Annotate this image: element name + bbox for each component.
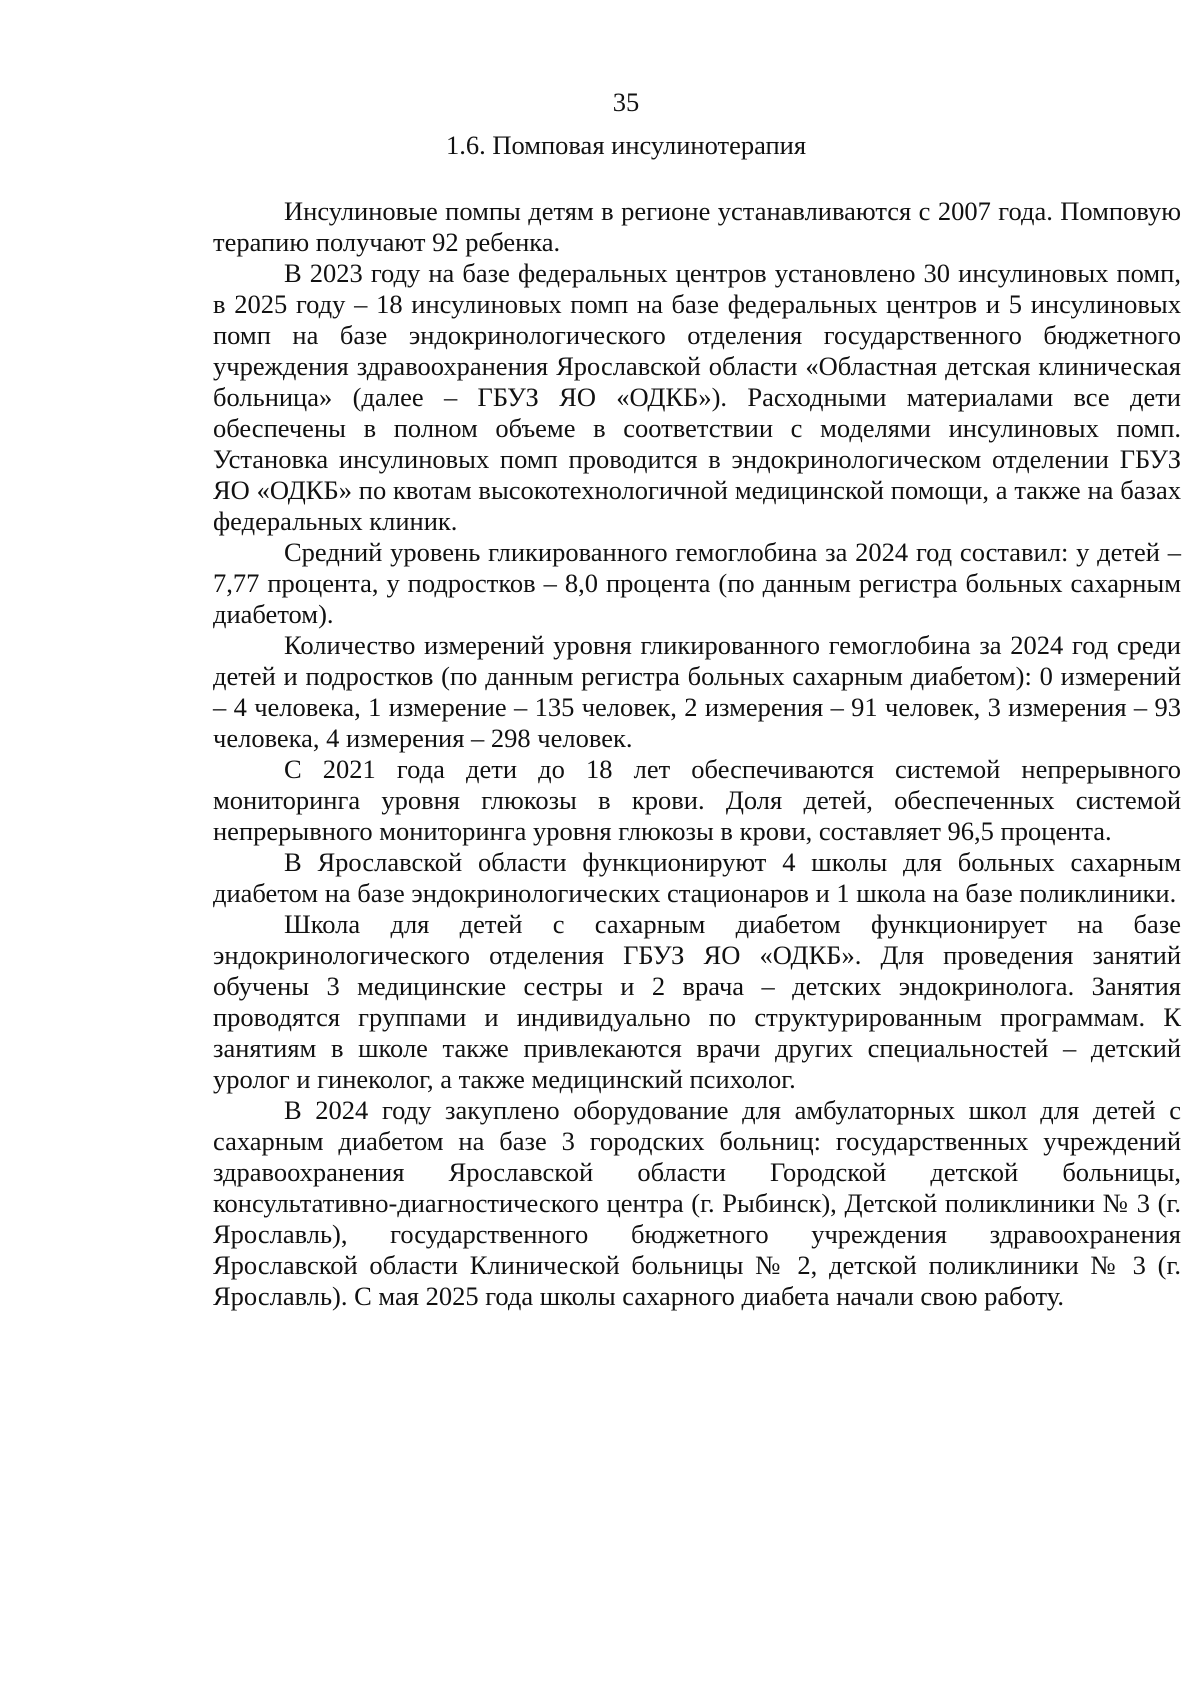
paragraph-equipment-2024: В 2024 году закуплено оборудование для амбулаторных школ для детей с сахарным диабетом на базе 3 городских больниц: государственных учреждений здравоохранения Ярославской области Городской детской больницы, консультативно-диагностического центра (г. Рыбинск), Детской поликлиники № 3 (г. Ярославль), государственного бюджетного учреждения здравоохранения Ярославской области Клинической больницы № 2, детской поликлиники № 3 (г. Ярославль). С мая 2025 года школы сахарного диабета начали свою работу. — [213, 1095, 1181, 1311]
body-text — [213, 196, 1181, 1312]
paragraph-diabetes-schools: В Ярославской области функционируют 4 школы для больных сахарным диабетом на базе эндокринологических стационаров и 1 школа на базе поликлиники. — [213, 847, 1181, 908]
paragraph-children-school: Школа для детей с сахарным диабетом функционирует на базе эндокринологического отделения ГБУЗ ЯО «ОДКБ». Для проведения занятий обучены 3 медицинские сестры и 2 врача – детских эндокринолога. Занятия проводятся группами и индивидуально по структурированным программам. К занятиям в школе также привлекаются врачи других специальностей – детский уролог и гинеколог, а также медицинский психолог. — [213, 909, 1181, 1094]
section-title: 1.6. Помповая инсулинотерапия — [445, 130, 807, 160]
paragraph-pumps-installed: В 2023 году на базе федеральных центров установлено 30 инсулиновых помп, в 2025 году – 18 инсулиновых помп на базе федеральных центров и 5 инсулиновых помп на базе эндокринологического отделения государственного бюджетного учреждения здравоохранения Ярославской области «Областная детская клиническая больница» (далее – ГБУЗ ЯО «ОДКБ»). Расходными материалами все дети обеспечены в полном объеме в соответствии с моделями инсулиновых помп. Установка инсулиновых помп проводится в эндокринологическом отделении ГБУЗ ЯО «ОДКБ» по квотам высокотехнологичной медицинской помощи, а также на базах федеральных клиник. — [213, 258, 1181, 536]
paragraph-pumps-since-2007: Инсулиновые помпы детям в регионе устанавливаются с 2007 года. Помповую терапию получают 92 ребенка. — [213, 196, 1181, 257]
paragraph-glucose-monitoring: С 2021 года дети до 18 лет обеспечиваются системой непрерывного мониторинга уровня глюкозы в крови. Доля детей, обеспеченных системой непрерывного мониторинга уровня глюкозы в крови, составляет 96,5 процента. — [213, 754, 1181, 846]
paragraph-glycated-hemoglobin-level: Средний уровень гликированного гемоглобина за 2024 год составил: у детей – 7,77 процента, у подростков – 8,0 процента (по данным регистра больных сахарным диабетом). — [213, 537, 1181, 629]
paragraph-measurement-counts: Количество измерений уровня гликированного гемоглобина за 2024 год среди детей и подростков (по данным регистра больных сахарным диабетом): 0 измерений – 4 человека, 1 измерение – 135 человек, 2 измерения – 91 человек, 3 измерения – 93 человека, 4 измерения – 298 человек. — [213, 630, 1181, 753]
page-number: 35 — [612, 87, 640, 117]
